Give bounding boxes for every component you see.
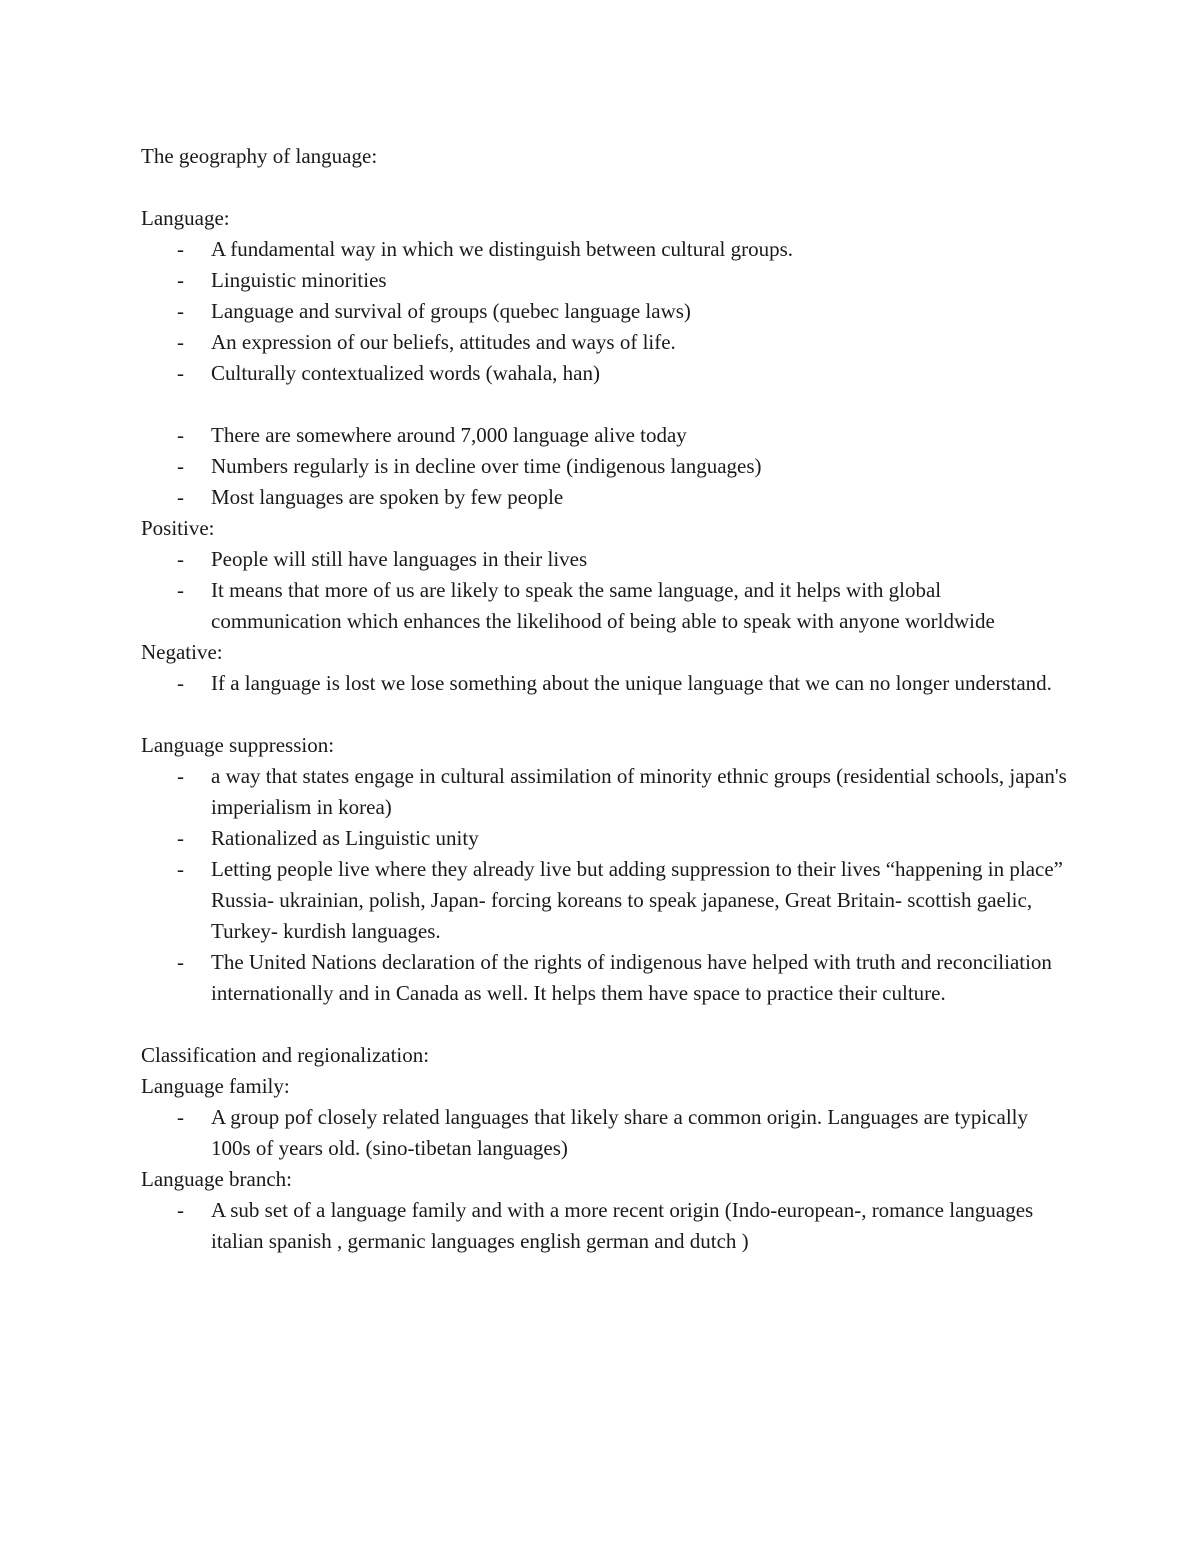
list-item-text: A fundamental way in which we distinguish between cultural groups.: [211, 237, 794, 261]
dash-bullet: -: [177, 671, 184, 695]
dash-bullet: -: [177, 485, 184, 509]
bullet-list-language-branch: [141, 1195, 1071, 1257]
list-item: [141, 854, 1071, 947]
list-item: [141, 544, 1071, 575]
dash-bullet: -: [177, 1198, 184, 1222]
dash-bullet: -: [177, 578, 184, 602]
blank-line: [141, 699, 1071, 730]
list-item-text: People will still have languages in their lives: [211, 547, 588, 571]
document-page: [141, 141, 1071, 1257]
dash-bullet: -: [177, 454, 184, 478]
blank-line: [141, 172, 1071, 203]
list-item: [141, 482, 1071, 513]
section-heading-language-suppression: Language suppression:: [141, 733, 335, 757]
section-heading-language: Language:: [141, 206, 230, 230]
dash-bullet: -: [177, 237, 184, 261]
dash-bullet: -: [177, 299, 184, 323]
list-item-text: Numbers regularly is in decline over time (indigenous languages): [211, 454, 762, 478]
list-item-text: If a language is lost we lose something about the unique language that we can no longer understand.: [211, 671, 1052, 695]
list-item-text: An expression of our beliefs, attitudes and ways of life.: [211, 330, 676, 354]
list-item-text: It means that more of us are likely to speak the same language, and it helps with global communication which enhances the likelihood of being able to speak with anyone worldwide: [211, 578, 995, 633]
list-item: [141, 823, 1071, 854]
list-item-text: a way that states engage in cultural assimilation of minority ethnic groups (residential schools, japan's imperialism in korea): [211, 764, 1067, 819]
list-item-text: Language and survival of groups (quebec language laws): [211, 299, 691, 323]
blank-line: [141, 1009, 1071, 1040]
list-item: [141, 234, 1071, 265]
dash-bullet: -: [177, 950, 184, 974]
bullet-list-negative: [141, 668, 1071, 699]
list-item: [141, 668, 1071, 699]
list-item-text: Linguistic minorities: [211, 268, 387, 292]
list-item: [141, 420, 1071, 451]
list-item-text: A group pof closely related languages that likely share a common origin. Languages are typically 100s of years old. (sino-tibetan languages): [211, 1105, 1028, 1160]
dash-bullet: -: [177, 423, 184, 447]
dash-bullet: -: [177, 361, 184, 385]
list-item: [141, 265, 1071, 296]
list-item: [141, 1195, 1071, 1257]
list-item-text: There are somewhere around 7,000 language alive today: [211, 423, 687, 447]
list-item: [141, 327, 1071, 358]
section-heading-language-branch: Language branch:: [141, 1167, 293, 1191]
list-item: [141, 451, 1071, 482]
section-heading-positive: Positive:: [141, 516, 215, 540]
list-item-text: Most languages are spoken by few people: [211, 485, 564, 509]
dash-bullet: -: [177, 826, 184, 850]
section-heading-language-family: Language family:: [141, 1074, 290, 1098]
list-item: [141, 575, 1071, 637]
section-heading-negative: Negative:: [141, 640, 223, 664]
dash-bullet: -: [177, 330, 184, 354]
bullet-list-language-suppression: [141, 761, 1071, 1009]
document-title: The geography of language:: [141, 144, 378, 168]
list-item-text: Letting people live where they already live but adding suppression to their lives “happening in place” Russia- ukrainian, polish, Japan- forcing koreans to speak japanese, Great Britain- scottish gaelic, Turkey- kurdish languages.: [211, 857, 1063, 943]
list-item: [141, 296, 1071, 327]
dash-bullet: -: [177, 547, 184, 571]
list-item: [141, 358, 1071, 389]
list-item: [141, 947, 1071, 1009]
dash-bullet: -: [177, 857, 184, 881]
blank-line: [141, 389, 1071, 420]
dash-bullet: -: [177, 764, 184, 788]
bullet-list-language: [141, 234, 1071, 389]
list-item-text: A sub set of a language family and with a more recent origin (Indo-european-, romance languages italian spanish , germanic languages english german and dutch ): [211, 1198, 1034, 1253]
list-item: [141, 761, 1071, 823]
list-item-text: Culturally contextualized words (wahala, han): [211, 361, 600, 385]
list-item-text: Rationalized as Linguistic unity: [211, 826, 479, 850]
section-heading-classification: Classification and regionalization:: [141, 1043, 430, 1067]
dash-bullet: -: [177, 1105, 184, 1129]
list-item-text: The United Nations declaration of the rights of indigenous have helped with truth and reconciliation internationally and in Canada as well. It helps them have space to practice their culture.: [211, 950, 1052, 1005]
bullet-list-language-family: [141, 1102, 1071, 1164]
list-item: [141, 1102, 1071, 1164]
dash-bullet: -: [177, 268, 184, 292]
bullet-list-facts: [141, 420, 1071, 513]
bullet-list-positive: [141, 544, 1071, 637]
